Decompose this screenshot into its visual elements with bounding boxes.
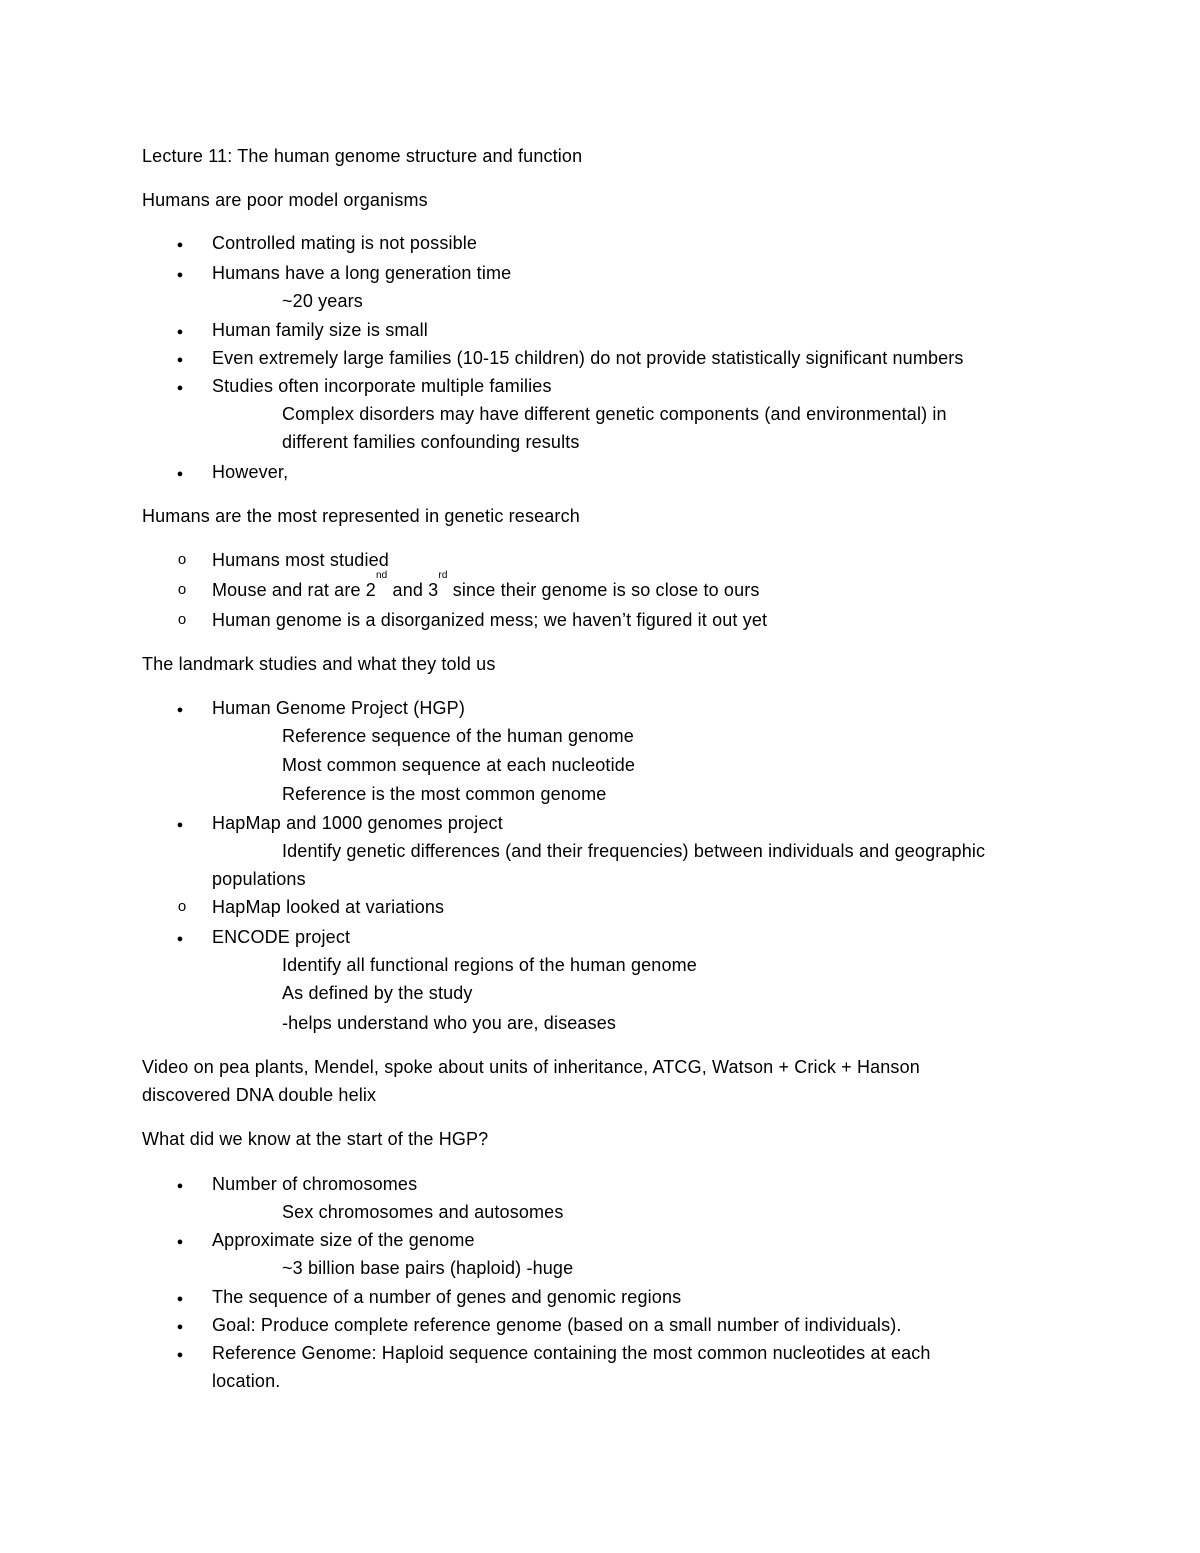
bullet-icon [172, 375, 188, 399]
list-subitem: Complex disorders may have different genetic components (and environmental) in [282, 404, 947, 424]
bullet-icon [172, 812, 188, 836]
bullet-icon [172, 1314, 188, 1338]
list-item: Goal: Produce complete reference genome (based on a small number of individuals). [212, 1315, 902, 1335]
bullet-icon [172, 262, 188, 286]
bullet-icon [172, 232, 188, 256]
list-subitem: Identify all functional regions of the human genome [282, 955, 697, 975]
list-subitem: Reference is the most common genome [282, 784, 607, 804]
list-item: Human family size is small [212, 320, 428, 340]
bullet-icon [172, 1342, 188, 1366]
section-heading-poor-models: Humans are poor model organisms [142, 190, 428, 210]
list-subitem: -helps understand who you are, diseases [282, 1013, 617, 1033]
hollow-bullet-icon: o [177, 581, 187, 598]
bullet-icon [172, 1173, 188, 1197]
text-run: since their genome is so close to ours [447, 580, 760, 600]
section-heading-hgp-start: What did we know at the start of the HGP? [142, 1129, 489, 1149]
list-subitem: populations [212, 869, 306, 889]
list-item [212, 570, 760, 601]
list-item: Controlled mating is not possible [212, 233, 478, 253]
bullet-icon [172, 461, 188, 485]
list-item: However, [212, 462, 289, 482]
list-item: Studies often incorporate multiple families [212, 376, 552, 396]
bullet-icon [172, 926, 188, 950]
bullet-icon [172, 697, 188, 721]
bullet-icon [172, 319, 188, 343]
text-run: Mouse and rat are 2 [212, 580, 376, 600]
list-item: ENCODE project [212, 927, 351, 947]
list-subitem: Reference sequence of the human genome [282, 726, 634, 746]
superscript: nd [375, 570, 388, 581]
list-item: Human Genome Project (HGP) [212, 698, 465, 718]
list-item: HapMap looked at variations [212, 897, 445, 917]
list-item: Even extremely large families (10-15 children) do not provide statistically significant numbers [212, 348, 964, 368]
list-item: Number of chromosomes [212, 1174, 418, 1194]
list-subitem: different families confounding results [282, 432, 580, 452]
superscript: rd [438, 570, 448, 581]
list-item: HapMap and 1000 genomes project [212, 813, 503, 833]
hollow-bullet-icon: o [177, 898, 187, 915]
bullet-icon [172, 1286, 188, 1310]
bullet-icon [172, 347, 188, 371]
list-item: Humans have a long generation time [212, 263, 512, 283]
list-item-continuation: location. [212, 1371, 281, 1391]
hollow-bullet-icon: o [177, 611, 187, 628]
list-subitem: ~3 billion base pairs (haploid) -huge [282, 1258, 574, 1278]
hollow-bullet-icon: o [177, 551, 187, 568]
section-heading-landmark-studies: The landmark studies and what they told us [142, 654, 496, 674]
text-run: and 3 [387, 580, 439, 600]
section-heading-most-represented: Humans are the most represented in genetic research [142, 506, 580, 526]
list-item: The sequence of a number of genes and genomic regions [212, 1287, 682, 1307]
list-subitem: Identify genetic differences (and their frequencies) between individuals and geographic [282, 841, 986, 861]
paragraph-line: discovered DNA double helix [142, 1085, 377, 1105]
bullet-icon [172, 1229, 188, 1253]
list-subitem: Most common sequence at each nucleotide [282, 755, 636, 775]
list-subitem: ~20 years [282, 291, 363, 311]
list-item: Approximate size of the genome [212, 1230, 475, 1250]
list-subitem: As defined by the study [282, 983, 473, 1003]
page-title: Lecture 11: The human genome structure and function [142, 146, 583, 166]
list-item: Humans most studied [212, 550, 389, 570]
list-item: Human genome is a disorganized mess; we haven’t figured it out yet [212, 610, 768, 630]
paragraph-line: Video on pea plants, Mendel, spoke about units of inheritance, ATCG, Watson + Crick + Hanson [142, 1057, 920, 1077]
list-subitem: Sex chromosomes and autosomes [282, 1202, 564, 1222]
list-item: Reference Genome: Haploid sequence containing the most common nucleotides at each [212, 1343, 931, 1363]
